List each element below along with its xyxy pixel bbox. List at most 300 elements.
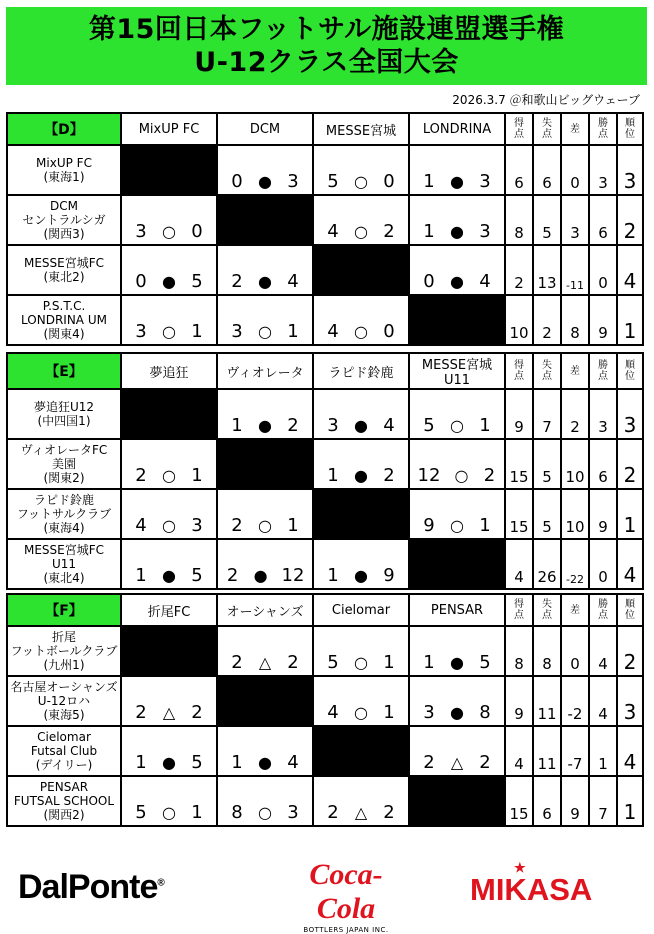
stat-rank: 2 xyxy=(617,626,643,676)
score-left: 1 xyxy=(135,751,147,773)
stat-header-pts xyxy=(589,113,617,145)
team-name-line: MixUP FC xyxy=(36,156,92,170)
match-result xyxy=(121,245,217,295)
stat-header-char: 点 xyxy=(514,610,524,621)
self-match-cell xyxy=(217,439,313,489)
score-right: 2 xyxy=(479,751,491,773)
column-header: Cielomar xyxy=(313,594,409,626)
team-name-line: フットサルクラブ xyxy=(16,507,112,521)
stat-rank: 1 xyxy=(617,776,643,826)
stat-ga: 11 xyxy=(533,676,561,726)
cocacola-wordmark: Coca-Cola xyxy=(309,858,383,925)
result-symbol: ● xyxy=(450,652,464,672)
result-symbol: ○ xyxy=(258,515,272,535)
result-symbol: ○ xyxy=(162,221,176,241)
score-left: 1 xyxy=(423,220,435,242)
self-match-cell xyxy=(121,145,217,195)
stat-header-char: 勝 xyxy=(598,118,608,129)
team-name-line: 夢追狂U12 xyxy=(33,400,95,414)
stat-header-char: 差 xyxy=(570,604,580,616)
team-row xyxy=(7,489,643,539)
team-name-line: DCM xyxy=(50,199,78,213)
stat-header-char: 点 xyxy=(514,371,524,382)
team-name xyxy=(7,626,121,676)
stat-header-gd xyxy=(561,594,589,626)
stat-header-char: 位 xyxy=(625,129,635,140)
stat-pts: 7 xyxy=(589,776,617,826)
result-symbol: ● xyxy=(258,752,272,772)
team-name-line: (九州1) xyxy=(43,658,85,672)
stat-gd: 0 xyxy=(561,145,589,195)
score-right: 1 xyxy=(383,651,395,673)
stat-header-char: 順 xyxy=(625,360,635,371)
result-symbol: ● xyxy=(450,702,464,722)
match-result xyxy=(121,676,217,726)
score-right: 1 xyxy=(191,320,203,342)
team-name-line: 折尾 xyxy=(51,630,76,644)
match-result xyxy=(121,489,217,539)
score-right: 3 xyxy=(191,514,203,536)
column-header: 折尾FC xyxy=(121,594,217,626)
match-result xyxy=(409,145,505,195)
stat-rank: 3 xyxy=(617,145,643,195)
column-header: MixUP FC xyxy=(121,113,217,145)
match-result xyxy=(313,626,409,676)
stat-header-gf xyxy=(505,353,533,389)
score-left: 8 xyxy=(231,801,243,823)
self-match-cell xyxy=(313,245,409,295)
score-right: 2 xyxy=(383,801,395,823)
score-left: 1 xyxy=(231,751,243,773)
team-name-line: U-12ロハ xyxy=(37,694,91,708)
score-right: 2 xyxy=(383,464,395,486)
match-result xyxy=(313,195,409,245)
stat-rank: 1 xyxy=(617,295,643,345)
stat-header-gd xyxy=(561,353,589,389)
stat-gd: 9 xyxy=(561,776,589,826)
team-row xyxy=(7,245,643,295)
group-table xyxy=(6,352,644,590)
stat-header-char: 差 xyxy=(570,123,580,135)
stat-header-rank xyxy=(617,113,643,145)
score-right: 5 xyxy=(191,564,203,586)
stat-pts: 9 xyxy=(589,489,617,539)
stat-header-ga xyxy=(533,594,561,626)
result-symbol: ● xyxy=(258,171,272,191)
dalponte-logo xyxy=(18,868,164,907)
stat-rank: 4 xyxy=(617,726,643,776)
stat-ga: 2 xyxy=(533,295,561,345)
stat-ga: 5 xyxy=(533,439,561,489)
stat-ga: 26 xyxy=(533,539,561,589)
score-right: 4 xyxy=(287,751,299,773)
column-header: LONDRINA xyxy=(409,113,505,145)
group-table xyxy=(6,112,644,346)
stat-gd: 3 xyxy=(561,195,589,245)
team-row xyxy=(7,389,643,439)
score-right: 2 xyxy=(287,414,299,436)
team-name-line: LONDRINA UM xyxy=(21,313,107,327)
score-right: 2 xyxy=(287,651,299,673)
score-left: 4 xyxy=(327,701,339,723)
team-name-line: MESSE宮城FC xyxy=(23,256,105,270)
score-right: 12 xyxy=(281,564,305,586)
self-match-cell xyxy=(121,389,217,439)
group-label: 【F】 xyxy=(7,594,121,626)
team-row xyxy=(7,295,643,345)
team-name-line: (関西2) xyxy=(43,808,85,822)
team-row xyxy=(7,195,643,245)
score-left: 2 xyxy=(135,701,147,723)
title-banner xyxy=(6,7,647,85)
stat-rank: 4 xyxy=(617,245,643,295)
stat-header-char: 差 xyxy=(570,365,580,377)
team-name xyxy=(7,676,121,726)
score-right: 8 xyxy=(479,701,491,723)
match-result xyxy=(313,439,409,489)
score-right: 1 xyxy=(479,414,491,436)
stat-header-char: 点 xyxy=(542,129,552,140)
team-name xyxy=(7,245,121,295)
score-left: 4 xyxy=(327,320,339,342)
score-left: 3 xyxy=(231,320,243,342)
stat-header-char: 点 xyxy=(598,610,608,621)
team-row xyxy=(7,776,643,826)
stat-header-char: 位 xyxy=(625,610,635,621)
team-name xyxy=(7,539,121,589)
cocacola-logo xyxy=(286,858,406,934)
score-left: 0 xyxy=(423,270,435,292)
stat-header-char: 得 xyxy=(514,118,524,129)
self-match-cell xyxy=(313,726,409,776)
score-left: 0 xyxy=(231,170,243,192)
score-left: 1 xyxy=(423,170,435,192)
stat-header-char: 位 xyxy=(625,371,635,382)
stat-gd: 0 xyxy=(561,626,589,676)
team-name xyxy=(7,776,121,826)
team-row xyxy=(7,726,643,776)
score-left: 0 xyxy=(135,270,147,292)
stat-ga: 6 xyxy=(533,145,561,195)
score-left: 4 xyxy=(135,514,147,536)
team-name xyxy=(7,439,121,489)
stat-gf: 9 xyxy=(505,676,533,726)
stat-header-ga xyxy=(533,353,561,389)
team-name-line: (東海5) xyxy=(43,708,85,722)
team-name-line: PENSAR xyxy=(39,780,89,794)
match-result xyxy=(217,626,313,676)
team-name-line: (関東2) xyxy=(43,471,85,485)
match-result xyxy=(217,145,313,195)
team-name-line: (中四国1) xyxy=(37,414,91,428)
score-left: 1 xyxy=(423,651,435,673)
match-result xyxy=(409,489,505,539)
stat-pts: 1 xyxy=(589,726,617,776)
result-symbol: △ xyxy=(354,802,368,822)
team-name-line: (デイリー) xyxy=(35,758,93,772)
self-match-cell xyxy=(217,676,313,726)
score-right: 5 xyxy=(479,651,491,673)
stat-gf: 9 xyxy=(505,389,533,439)
score-left: 3 xyxy=(423,701,435,723)
score-right: 3 xyxy=(287,801,299,823)
column-header: MESSE宮城U11 xyxy=(409,353,505,389)
result-symbol: △ xyxy=(258,652,272,672)
match-result xyxy=(217,726,313,776)
team-name-line: (東海4) xyxy=(43,521,85,535)
stat-header-rank xyxy=(617,594,643,626)
result-symbol: △ xyxy=(450,752,464,772)
stat-rank: 3 xyxy=(617,676,643,726)
match-result xyxy=(313,389,409,439)
stat-rank: 4 xyxy=(617,539,643,589)
score-left: 1 xyxy=(327,464,339,486)
self-match-cell xyxy=(409,539,505,589)
score-right: 1 xyxy=(191,801,203,823)
team-name-line: ヴィオレータFC xyxy=(20,443,108,457)
score-right: 1 xyxy=(287,320,299,342)
score-left: 5 xyxy=(423,414,435,436)
group-table xyxy=(6,593,644,827)
result-symbol: ○ xyxy=(258,321,272,341)
result-symbol: ○ xyxy=(454,465,469,485)
score-left: 2 xyxy=(423,751,435,773)
score-right: 1 xyxy=(287,514,299,536)
score-left: 12 xyxy=(417,464,441,486)
team-row xyxy=(7,539,643,589)
stat-pts: 0 xyxy=(589,245,617,295)
registered-mark: ® xyxy=(157,877,164,889)
self-match-cell xyxy=(409,776,505,826)
score-left: 1 xyxy=(135,564,147,586)
result-symbol: ● xyxy=(354,415,368,435)
stat-header-char: 得 xyxy=(514,599,524,610)
column-header: ラピド鈴鹿 xyxy=(313,353,409,389)
stat-gf: 15 xyxy=(505,776,533,826)
stat-gf: 15 xyxy=(505,439,533,489)
group-label: 【E】 xyxy=(7,353,121,389)
stat-header-char: 勝 xyxy=(598,360,608,371)
stat-gf: 8 xyxy=(505,626,533,676)
stat-header-pts xyxy=(589,594,617,626)
stat-header-pts xyxy=(589,353,617,389)
stat-gf: 2 xyxy=(505,245,533,295)
score-left: 3 xyxy=(327,414,339,436)
team-name xyxy=(7,489,121,539)
match-result xyxy=(121,195,217,245)
team-name-line: (東海1) xyxy=(43,170,85,184)
stat-rank: 3 xyxy=(617,389,643,439)
stat-header-ga xyxy=(533,113,561,145)
column-header: MESSE宮城 xyxy=(313,113,409,145)
score-left: 1 xyxy=(231,414,243,436)
result-symbol: ● xyxy=(354,565,368,585)
team-name-line: 美園 xyxy=(51,457,76,471)
score-left: 5 xyxy=(135,801,147,823)
stat-header-char: 点 xyxy=(598,129,608,140)
dalponte-wordmark: DalPonte xyxy=(18,868,158,906)
team-name-line: セントラルシガ xyxy=(22,213,106,227)
match-result xyxy=(313,676,409,726)
score-right: 0 xyxy=(383,170,395,192)
stat-ga: 11 xyxy=(533,726,561,776)
score-right: 0 xyxy=(383,320,395,342)
team-row xyxy=(7,626,643,676)
result-symbol: ● xyxy=(258,271,272,291)
result-symbol: ● xyxy=(450,221,464,241)
result-symbol: ● xyxy=(162,752,176,772)
match-result xyxy=(121,439,217,489)
stat-gf: 4 xyxy=(505,726,533,776)
match-result xyxy=(121,295,217,345)
match-result xyxy=(217,776,313,826)
stat-header-char: 失 xyxy=(542,599,552,610)
team-row xyxy=(7,145,643,195)
match-result xyxy=(313,295,409,345)
self-match-cell xyxy=(217,195,313,245)
team-name xyxy=(7,295,121,345)
result-symbol: ● xyxy=(450,271,464,291)
match-result xyxy=(313,145,409,195)
score-right: 5 xyxy=(191,751,203,773)
stat-gd: 8 xyxy=(561,295,589,345)
stat-rank: 2 xyxy=(617,439,643,489)
score-left: 3 xyxy=(135,320,147,342)
score-right: 2 xyxy=(191,701,203,723)
stat-header-char: 点 xyxy=(542,371,552,382)
self-match-cell xyxy=(409,295,505,345)
stat-header-gf xyxy=(505,113,533,145)
match-result xyxy=(409,245,505,295)
stat-pts: 6 xyxy=(589,195,617,245)
team-name-line: (関東4) xyxy=(43,327,85,341)
team-name-line: MESSE宮城FC xyxy=(23,543,105,557)
column-header: オーシャンズ xyxy=(217,594,313,626)
score-right: 9 xyxy=(383,564,395,586)
score-left: 9 xyxy=(423,514,435,536)
score-right: 1 xyxy=(191,464,203,486)
stat-ga: 6 xyxy=(533,776,561,826)
stat-header-char: 得 xyxy=(514,360,524,371)
match-result xyxy=(409,439,505,489)
match-result xyxy=(217,295,313,345)
match-result xyxy=(217,389,313,439)
match-result xyxy=(409,626,505,676)
score-right: 4 xyxy=(287,270,299,292)
stat-gd: 10 xyxy=(561,439,589,489)
match-result xyxy=(409,676,505,726)
score-left: 4 xyxy=(327,220,339,242)
result-symbol: ○ xyxy=(354,321,368,341)
score-right: 5 xyxy=(191,270,203,292)
score-left: 2 xyxy=(231,514,243,536)
match-result xyxy=(409,195,505,245)
event-date-venue: 2026.3.7 ＠和歌山ビッグウェーブ xyxy=(452,93,640,107)
stat-header-char: 失 xyxy=(542,118,552,129)
team-name-line: P.S.T.C. xyxy=(42,299,86,313)
result-symbol: ● xyxy=(450,171,464,191)
score-right: 1 xyxy=(479,514,491,536)
result-symbol: ● xyxy=(162,565,176,585)
score-right: 3 xyxy=(479,220,491,242)
stat-header-char: 点 xyxy=(598,371,608,382)
team-name-line: 名古屋オーシャンズ xyxy=(10,680,118,694)
result-symbol: △ xyxy=(162,702,176,722)
team-row xyxy=(7,676,643,726)
mikasa-wordmark: MIKASA xyxy=(470,872,593,907)
sponsor-logos xyxy=(0,858,654,934)
stat-gf: 6 xyxy=(505,145,533,195)
stat-gf: 4 xyxy=(505,539,533,589)
result-symbol: ○ xyxy=(258,802,272,822)
score-right: 4 xyxy=(383,414,395,436)
score-left: 2 xyxy=(226,564,239,586)
result-symbol: ● xyxy=(162,271,176,291)
stat-pts: 4 xyxy=(589,626,617,676)
score-left: 2 xyxy=(231,270,243,292)
team-name-line: (東北2) xyxy=(43,270,85,284)
stat-header-char: 順 xyxy=(625,599,635,610)
stat-rank: 1 xyxy=(617,489,643,539)
team-name-line: FUTSAL SCHOOL xyxy=(13,794,115,808)
column-header: DCM xyxy=(217,113,313,145)
team-name-line: Cielomar xyxy=(37,730,91,744)
match-result xyxy=(121,726,217,776)
stat-ga: 5 xyxy=(533,489,561,539)
score-right: 4 xyxy=(479,270,491,292)
match-result xyxy=(121,539,217,589)
match-result xyxy=(121,776,217,826)
header-row xyxy=(7,113,643,145)
team-name xyxy=(7,389,121,439)
stat-gd: 10 xyxy=(561,489,589,539)
result-symbol: ○ xyxy=(162,802,176,822)
match-result xyxy=(409,389,505,439)
match-result xyxy=(217,489,313,539)
stat-ga: 13 xyxy=(533,245,561,295)
result-symbol: ○ xyxy=(354,221,368,241)
column-header: ヴィオレータ xyxy=(217,353,313,389)
stat-gf: 10 xyxy=(505,295,533,345)
stat-gd: -22 xyxy=(561,539,589,589)
score-right: 0 xyxy=(191,220,203,242)
result-symbol: ○ xyxy=(162,321,176,341)
score-left: 2 xyxy=(327,801,339,823)
stat-pts: 3 xyxy=(589,389,617,439)
column-header: PENSAR xyxy=(409,594,505,626)
stat-header-char: 順 xyxy=(625,118,635,129)
team-row xyxy=(7,439,643,489)
score-right: 1 xyxy=(383,701,395,723)
match-result xyxy=(313,776,409,826)
stat-header-char: 点 xyxy=(542,610,552,621)
result-symbol: ○ xyxy=(354,702,368,722)
self-match-cell xyxy=(121,626,217,676)
score-right: 3 xyxy=(287,170,299,192)
stat-gd: -2 xyxy=(561,676,589,726)
team-name-line: フットボールクラブ xyxy=(10,644,118,658)
result-symbol: ○ xyxy=(450,515,464,535)
result-symbol: ● xyxy=(354,465,368,485)
score-left: 5 xyxy=(327,651,339,673)
score-left: 3 xyxy=(135,220,147,242)
stat-ga: 7 xyxy=(533,389,561,439)
team-name xyxy=(7,145,121,195)
result-symbol: ○ xyxy=(354,171,368,191)
stat-header-rank xyxy=(617,353,643,389)
result-symbol: ○ xyxy=(450,415,464,435)
team-name-line: ラピド鈴鹿 xyxy=(33,493,94,507)
